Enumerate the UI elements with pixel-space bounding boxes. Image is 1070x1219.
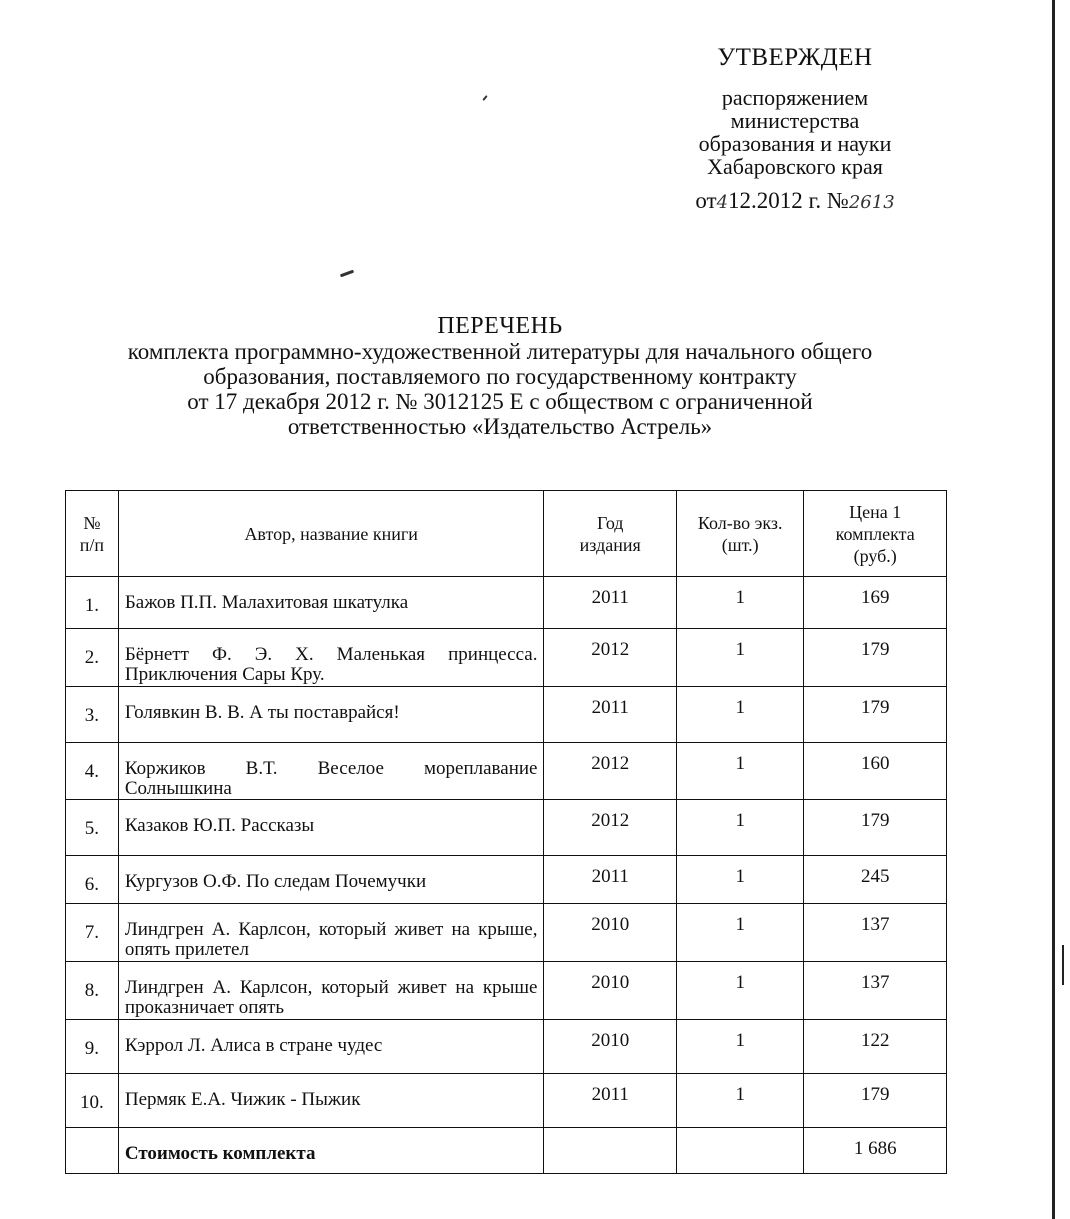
scan-speck <box>482 95 487 101</box>
header-title: Автор, название книги <box>118 491 544 577</box>
row-num: 8. <box>66 962 119 1020</box>
total-year-cell <box>544 1128 677 1174</box>
row-price: 137 <box>804 962 947 1020</box>
table-row <box>66 629 947 687</box>
date-prefix: от <box>695 188 717 213</box>
scan-edge-mark <box>1062 945 1064 985</box>
row-title: Коржиков В.Т. Веселое мореплавание Солнышкина <box>118 743 544 800</box>
scan-speck <box>340 270 354 278</box>
approval-line: образования и науки <box>698 131 892 156</box>
row-year: 2012 <box>544 743 677 800</box>
header-price-line: комплекта <box>835 523 915 544</box>
row-price: 179 <box>804 800 947 856</box>
document-subtitle-line: комплекта программно-художественной литературы для начального общего <box>127 339 873 364</box>
row-qty: 1 <box>677 1074 804 1128</box>
header-price-line: (руб.) <box>853 545 897 566</box>
document-subtitle-line: от 17 декабря 2012 г. № 3012125 Е с обществом с ограниченной <box>187 389 813 414</box>
row-num: 1. <box>66 577 119 629</box>
row-year: 2011 <box>544 856 677 904</box>
document-subtitle-line: ответственностью «Издательство Астрель» <box>287 414 713 439</box>
row-year: 2011 <box>544 687 677 743</box>
total-num-cell <box>66 1128 119 1174</box>
row-qty: 1 <box>677 800 804 856</box>
approval-line: Хабаровского края <box>707 154 883 179</box>
row-year: 2010 <box>544 962 677 1020</box>
approval-block <box>660 44 930 214</box>
table-row <box>66 577 947 629</box>
header-num-line: п/п <box>79 534 105 555</box>
row-year: 2012 <box>544 800 677 856</box>
row-qty: 1 <box>677 743 804 800</box>
row-price: 137 <box>804 904 947 962</box>
row-title: Линдгрен А. Карлсон, который живет на крыше, опять прилетел <box>118 904 544 962</box>
row-num: 6. <box>66 856 119 904</box>
header-price <box>804 491 947 577</box>
row-num: 7. <box>66 904 119 962</box>
row-price: 245 <box>804 856 947 904</box>
row-num: 9. <box>66 1020 119 1074</box>
table-header-row <box>66 491 947 577</box>
row-num: 10. <box>66 1074 119 1128</box>
row-qty: 1 <box>677 904 804 962</box>
approval-line: распоряжением <box>721 85 869 110</box>
table-row <box>66 743 947 800</box>
total-qty-cell <box>677 1128 804 1174</box>
header-num-line: № <box>83 512 101 533</box>
table-row <box>66 800 947 856</box>
approval-date <box>660 188 930 214</box>
header-qty-line: (шт.) <box>721 534 759 555</box>
row-num: 4. <box>66 743 119 800</box>
total-label: Стоимость комплекта <box>118 1128 544 1174</box>
row-year: 2010 <box>544 904 677 962</box>
total-row <box>66 1128 947 1174</box>
table-row <box>66 856 947 904</box>
row-qty: 1 <box>677 577 804 629</box>
row-year: 2011 <box>544 577 677 629</box>
row-qty: 1 <box>677 629 804 687</box>
row-title: Казаков Ю.П. Рассказы <box>118 800 544 856</box>
table-row <box>66 1074 947 1128</box>
row-title: Линдгрен А. Карлсон, который живет на крыше проказничает опять <box>118 962 544 1020</box>
scan-edge-line <box>1052 0 1055 1219</box>
table-row <box>66 687 947 743</box>
row-price: 169 <box>804 577 947 629</box>
row-qty: 1 <box>677 962 804 1020</box>
row-title: Бёрнетт Ф. Э. Х. Маленькая принцесса. Приключения Сары Кру. <box>118 629 544 687</box>
header-qty <box>677 491 804 577</box>
row-title: Кэррол Л. Алиса в стране чудес <box>118 1020 544 1074</box>
row-title: Кургузов О.Ф. По следам Почемучки <box>118 856 544 904</box>
row-price: 122 <box>804 1020 947 1074</box>
row-price: 179 <box>804 629 947 687</box>
table-row <box>66 962 947 1020</box>
document-subtitle-line: образования, поставляемого по государственному контракту <box>203 364 797 389</box>
books-table <box>65 490 947 1174</box>
header-year-line: Год <box>597 512 624 533</box>
document-title: ПЕРЕЧЕНЬ <box>437 313 563 339</box>
row-price: 179 <box>804 1074 947 1128</box>
approval-heading: УТВЕРЖДЕН <box>717 44 873 71</box>
row-year: 2010 <box>544 1020 677 1074</box>
number-handwritten: 2613 <box>848 192 895 213</box>
total-price: 1 686 <box>804 1128 947 1174</box>
table-row <box>66 1020 947 1074</box>
header-year-line: издания <box>579 534 641 555</box>
header-price-line: Цена 1 <box>849 501 902 522</box>
row-year: 2011 <box>544 1074 677 1128</box>
header-year <box>544 491 677 577</box>
row-title: Пермяк Е.А. Чижик - Пыжик <box>118 1074 544 1128</box>
row-num: 5. <box>66 800 119 856</box>
approval-line: министерства <box>730 108 860 133</box>
row-year: 2012 <box>544 629 677 687</box>
table-row <box>66 904 947 962</box>
row-qty: 1 <box>677 687 804 743</box>
header-num <box>66 491 119 577</box>
row-qty: 1 <box>677 1020 804 1074</box>
row-price: 179 <box>804 687 947 743</box>
row-num: 3. <box>66 687 119 743</box>
date-handwritten: 4 <box>716 192 729 213</box>
row-price: 160 <box>804 743 947 800</box>
row-title: Бажов П.П. Малахитовая шкатулка <box>118 577 544 629</box>
header-qty-line: Кол-во экз. <box>697 512 783 533</box>
row-num: 2. <box>66 629 119 687</box>
row-title: Голявкин В. В. А ты поставрайся! <box>118 687 544 743</box>
row-qty: 1 <box>677 856 804 904</box>
document-title-block <box>60 313 940 439</box>
date-text: 12.2012 г. № <box>728 188 849 213</box>
